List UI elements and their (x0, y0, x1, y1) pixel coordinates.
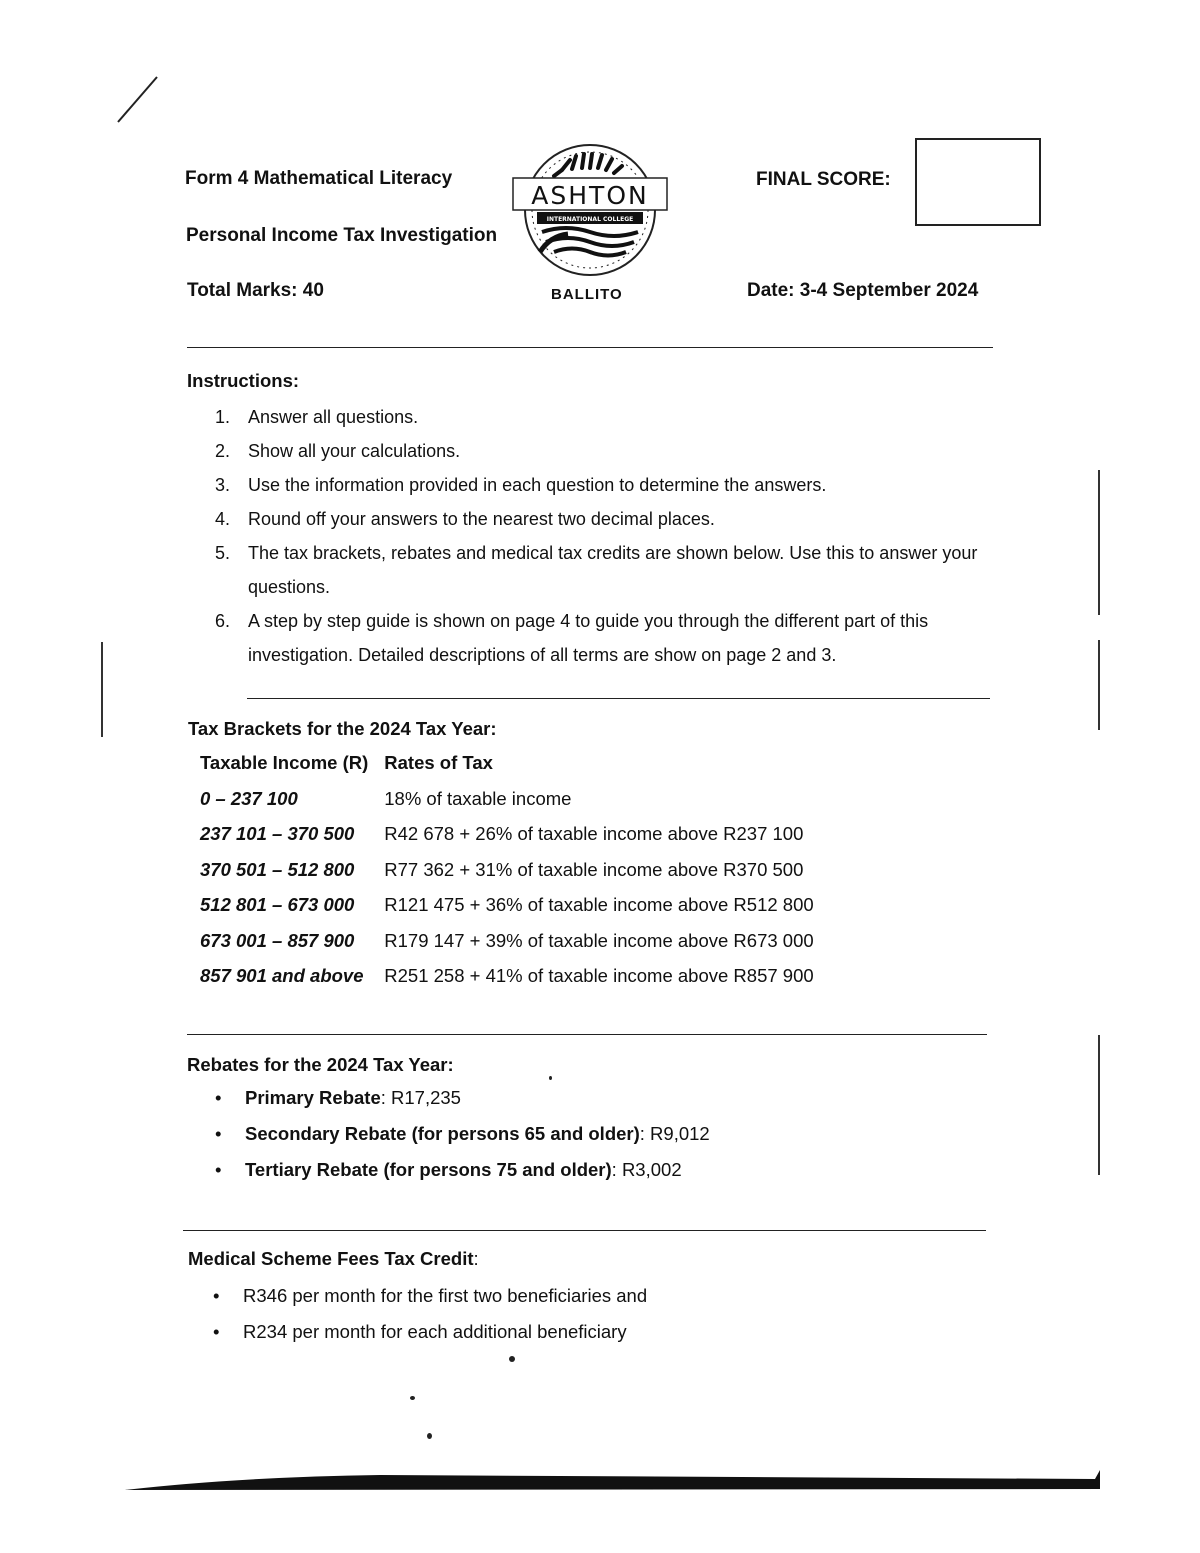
scan-edge-left (101, 642, 103, 737)
final-score-label: FINAL SCORE: (756, 169, 891, 190)
school-logo (510, 140, 670, 285)
tax-brackets-heading: Tax Brackets for the 2024 Tax Year: (188, 718, 497, 739)
tax-rate: R179 147 + 39% of taxable income above R673 000 (384, 929, 814, 951)
tax-brackets-table (192, 745, 822, 994)
instruction-item (215, 434, 995, 468)
income-range: 0 – 237 100 (200, 787, 298, 809)
scan-edge-right-3 (1098, 1035, 1100, 1175)
pen-stroke-mark (110, 72, 165, 127)
instruction-item (215, 400, 995, 434)
table-row (192, 959, 822, 995)
list-item (215, 1152, 710, 1188)
instruction-text: A step by step guide is shown on page 4 to guide you through the different part of this investigation. Detailed descriptions of all terms are show on page 2 and 3. (248, 611, 929, 665)
instructions-list (215, 400, 995, 672)
instruction-text: The tax brackets, rebates and medical tax credits are shown below. Use this to answer your questions. (248, 543, 978, 597)
medical-credit-text: R234 per month for each additional beneficiary (243, 1321, 627, 1342)
medical-heading (188, 1248, 479, 1270)
tax-rate: R251 258 + 41% of taxable income above R857 900 (384, 965, 814, 987)
table-row (192, 888, 822, 924)
rebate-label: Tertiary Rebate (for persons 75 and older) (245, 1159, 612, 1180)
rebate-value: : R17,235 (380, 1087, 461, 1108)
divider-instructions (247, 698, 990, 699)
exam-date: Date: 3-4 September 2024 (747, 280, 979, 301)
instruction-number: 1. (215, 407, 231, 427)
column-header-rate: Rates of Tax (384, 752, 493, 773)
instruction-item (215, 604, 995, 672)
divider-header (187, 347, 993, 348)
instruction-item (215, 468, 995, 502)
table-header-row (192, 745, 822, 781)
income-range: 512 801 – 673 000 (200, 894, 355, 916)
list-item (215, 1116, 710, 1152)
total-marks: Total Marks: 40 (187, 280, 324, 301)
tax-rate: R77 362 + 31% of taxable income above R370 500 (384, 858, 804, 880)
tax-rate: 18% of taxable income (384, 787, 572, 809)
scan-edge-right-2 (1098, 640, 1100, 730)
instruction-number: 3. (215, 475, 231, 495)
tax-rate: R121 475 + 36% of taxable income above R512 800 (384, 894, 814, 916)
rebates-list (215, 1080, 710, 1188)
list-item (215, 1080, 710, 1116)
instruction-text: Show all your calculations. (248, 441, 461, 461)
income-range: 237 101 – 370 500 (200, 823, 355, 845)
bullet-icon: • (213, 1285, 220, 1306)
rebates-heading: Rebates for the 2024 Tax Year: (187, 1054, 454, 1075)
scan-speck (427, 1433, 432, 1439)
list-item (213, 1314, 647, 1350)
table-row (192, 923, 822, 959)
medical-heading-colon: : (473, 1248, 479, 1269)
logo-name: ASHTON (531, 181, 649, 210)
subject-title: Form 4 Mathematical Literacy (185, 168, 453, 189)
final-score-box[interactable] (915, 138, 1041, 226)
investigation-title: Personal Income Tax Investigation (186, 225, 498, 246)
column-header-income: Taxable Income (R) (200, 752, 369, 773)
instructions-heading: Instructions: (187, 370, 300, 391)
rebate-label: Primary Rebate (245, 1087, 381, 1108)
list-item (213, 1278, 647, 1314)
logo-campus: BALLITO (551, 286, 623, 303)
table-row (192, 852, 822, 888)
scan-edge-right-1 (1098, 470, 1100, 615)
table-row (192, 781, 822, 817)
instruction-text: Round off your answers to the nearest two decimal places. (248, 509, 715, 529)
bullet-icon: • (215, 1123, 222, 1144)
instruction-number: 2. (215, 441, 231, 461)
bullet-icon: • (215, 1087, 222, 1108)
income-range: 857 901 and above (200, 965, 364, 987)
instruction-number: 5. (215, 543, 231, 563)
logo-band: INTERNATIONAL COLLEGE (546, 216, 634, 223)
instruction-item (215, 536, 995, 604)
scan-speck (549, 1076, 552, 1080)
divider-rebates (183, 1230, 986, 1231)
income-range: 370 501 – 512 800 (200, 858, 355, 880)
instruction-item (215, 502, 995, 536)
medical-credit-list (213, 1278, 647, 1350)
instruction-number: 4. (215, 509, 231, 529)
income-range: 673 001 – 857 900 (200, 929, 355, 951)
scan-bottom-edge (120, 1465, 1105, 1495)
table-row (192, 817, 822, 853)
rebate-label: Secondary Rebate (for persons 65 and older) (245, 1123, 640, 1144)
rebate-value: : R9,012 (639, 1123, 710, 1144)
scan-speck (509, 1356, 515, 1362)
divider-tax-brackets (187, 1034, 987, 1035)
medical-heading-text: Medical Scheme Fees Tax Credit (188, 1248, 474, 1269)
bullet-icon: • (213, 1321, 220, 1342)
bullet-icon: • (215, 1159, 222, 1180)
scan-speck (410, 1396, 415, 1400)
medical-credit-text: R346 per month for the first two beneficiaries and (243, 1285, 648, 1306)
rebate-value: : R3,002 (611, 1159, 682, 1180)
instruction-text: Answer all questions. (248, 407, 419, 427)
instruction-text: Use the information provided in each question to determine the answers. (248, 475, 827, 495)
instruction-number: 6. (215, 611, 231, 631)
tax-rate: R42 678 + 26% of taxable income above R237 100 (384, 823, 804, 845)
